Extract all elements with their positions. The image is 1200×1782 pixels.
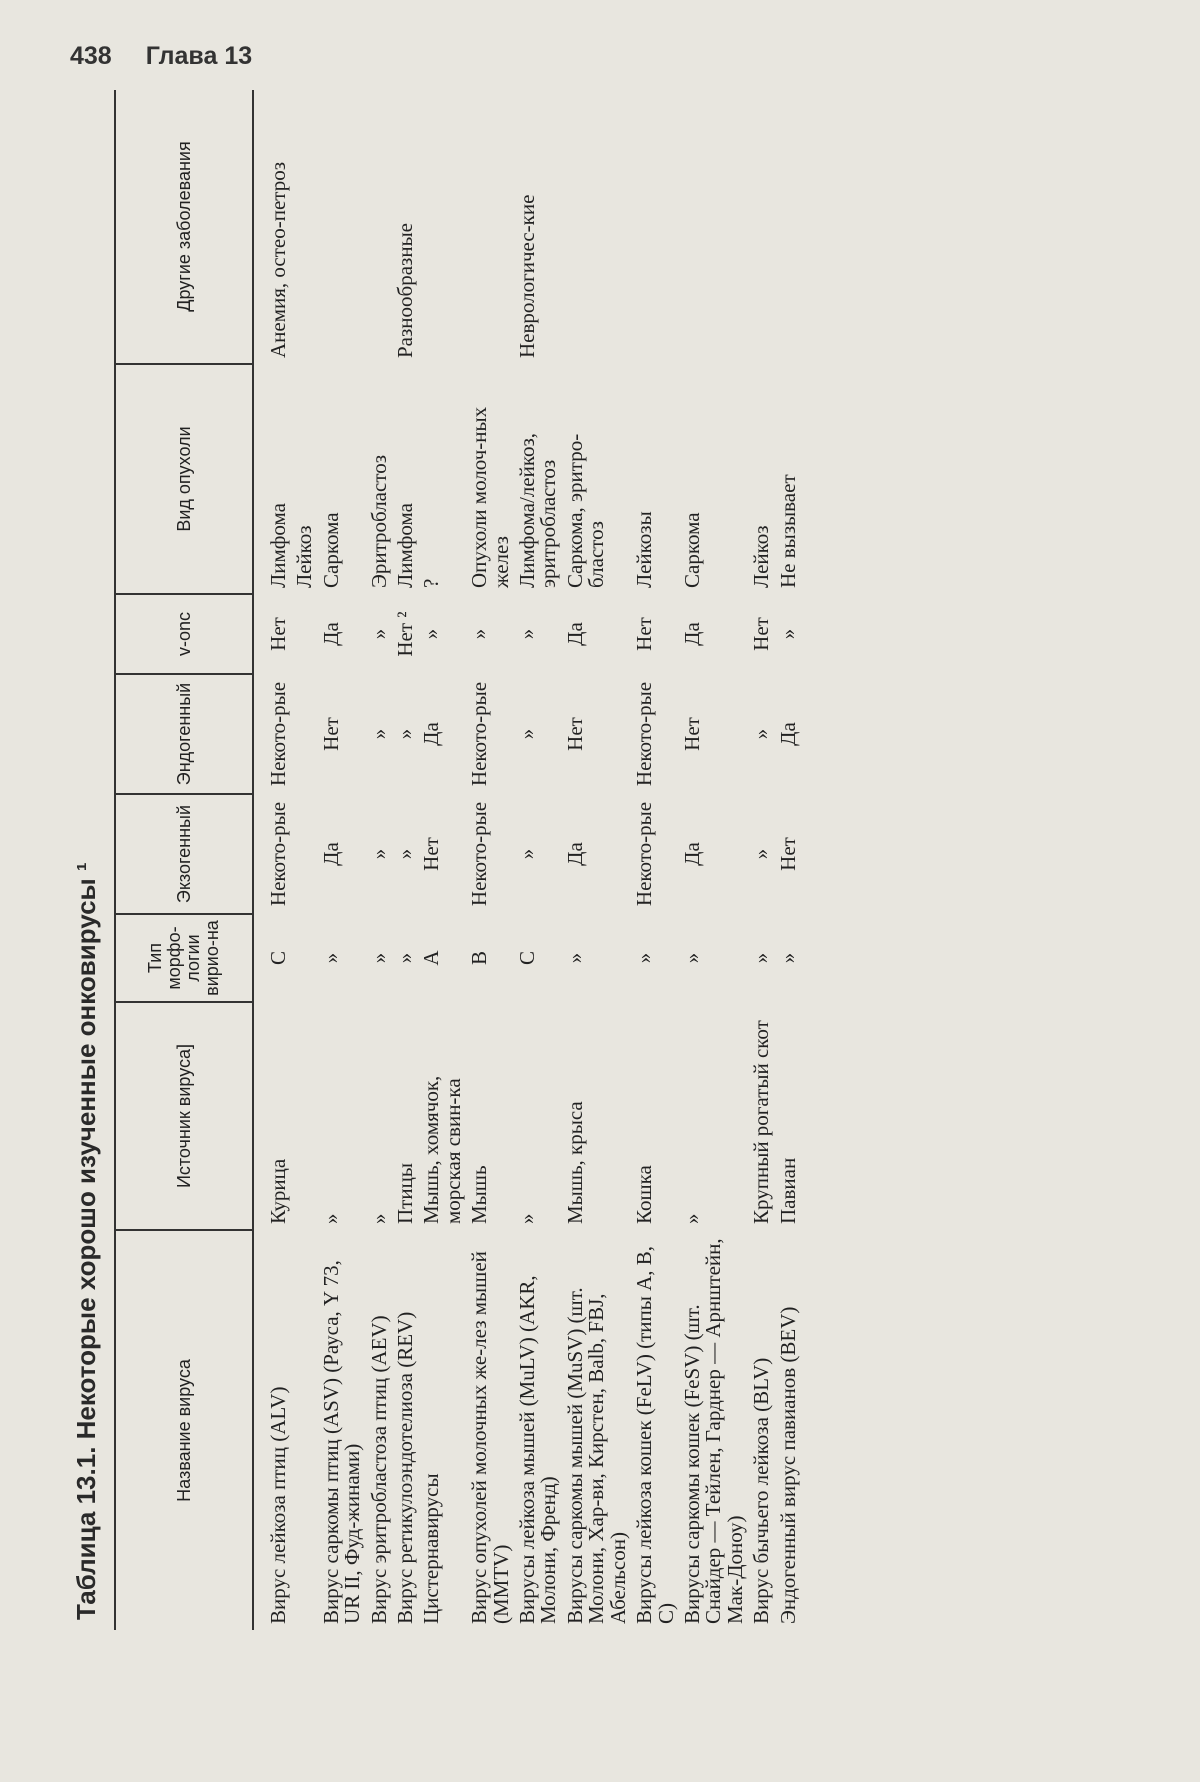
table-cell: » [515, 728, 540, 740]
table-cell: Нет [749, 617, 774, 651]
column-header: Вид опухоли [115, 364, 253, 594]
table-cell: » [393, 728, 418, 740]
table-cell: Да [318, 622, 343, 646]
table-cell: » [366, 952, 391, 964]
table-cell: Некото-рые [467, 681, 492, 787]
table-cell [679, 90, 748, 364]
table-cell: Саркома [679, 512, 704, 588]
table-cell: Лейкоз [749, 525, 774, 588]
table-cell: » [749, 728, 774, 740]
table-cell: Опухоли молоч-ных желез [467, 406, 513, 588]
table-cell: Эритробластоз [366, 454, 391, 588]
table-cell: C [515, 951, 540, 966]
table-cell [418, 90, 466, 364]
table-row [679, 90, 748, 1630]
table-cell: Павиан [775, 1157, 800, 1224]
table-cell: Некото-рые [467, 801, 492, 907]
table-cell: Да [318, 842, 343, 866]
table-cell: » [393, 848, 418, 860]
table-cell: » [366, 628, 391, 640]
table-cell [366, 90, 392, 364]
oncovirus-table [114, 90, 801, 1630]
table-row [466, 90, 514, 1630]
table-cell [291, 914, 317, 1002]
table-cell: » [749, 848, 774, 860]
table-cell: Неврологичес-кие [515, 194, 540, 358]
table-row [418, 90, 466, 1630]
table-cell [291, 794, 317, 914]
table-cell: Нет [419, 837, 444, 871]
column-header: Эндогенный [115, 674, 253, 794]
table-cell: Да [679, 622, 704, 646]
table-cell: » [562, 952, 587, 964]
table-cell [318, 90, 366, 364]
table-cell [562, 90, 631, 364]
table-cell: Нет [318, 717, 343, 751]
table-row [631, 90, 679, 1630]
rotated-table-region [66, 0, 1176, 1630]
table-cell: Кошка [632, 1165, 657, 1224]
table-cell: Некото-рые [632, 681, 657, 787]
table-cell: Птицы [393, 1163, 418, 1224]
table-row [562, 90, 631, 1630]
table-cell: A [419, 950, 444, 966]
table-cell: Некото-рые [266, 681, 290, 787]
table-cell: Мышь [467, 1165, 492, 1224]
table-cell: » [467, 628, 492, 640]
column-header: v-onc [115, 594, 253, 674]
table-cell: Эндогенный вирус павианов (BEV) [775, 1306, 800, 1624]
table-cell: » [679, 952, 704, 964]
table-cell: Крупный рогатый скот [749, 1020, 774, 1224]
table-row [253, 90, 291, 1630]
table-cell: Саркома [318, 512, 343, 588]
table-row [291, 90, 317, 1630]
table-cell: Вирусы лейкоза мышей (MuLV) (AKR, Молони, Френд) [515, 1275, 561, 1624]
table-caption: Таблица 13.1. Некоторые хорошо изученные онковирусы ¹ [71, 862, 101, 1620]
table-cell: Вирус лейкоза птиц (ALV) [266, 1386, 290, 1624]
table-cell: Вирус саркомы птиц (ASV) (Рауса, Y 73, UR II, Фуд-жинами) [318, 1260, 365, 1624]
table-cell: Разнообразные [393, 222, 418, 358]
table-cell: Вирусы лейкоза кошек (FeLV) (типы A, B, C) [632, 1246, 678, 1624]
table-cell [775, 90, 801, 364]
table-cell [291, 594, 317, 674]
column-header: Другие заболевания [115, 90, 253, 364]
table-cell: » [393, 952, 418, 964]
table-cell: Цистернавирусы [419, 1473, 444, 1624]
table-cell: Лимфома [266, 503, 290, 588]
table-row [514, 90, 562, 1630]
table-cell [631, 90, 679, 364]
table-cell: Вирусы саркомы кошек (FeSV) (шт. Снайдер — Тейлен, Гарднер — Арнштейн, Мак-Доноу) [679, 1238, 747, 1624]
table-cell: Мышь, хомячок, морская свин-ка [419, 1075, 465, 1224]
chapter-title: Глава 13 [145, 42, 253, 70]
table-cell: Лейкоз [292, 525, 317, 588]
table-cell: » [775, 628, 800, 640]
table-cell: Некото-рые [632, 801, 657, 907]
table-cell: Нет ² [393, 611, 418, 657]
table-cell: » [318, 1213, 343, 1224]
table-cell: » [366, 1213, 391, 1224]
table-cell: Вирус ретикулоэндотелиоза (REV) [393, 1311, 418, 1624]
table-cell: Да [562, 842, 587, 866]
table-cell: Лимфома/лейкоз, эритробластоз [515, 433, 561, 588]
table-cell: Анемия, остео-петроз [266, 161, 290, 358]
table-cell: Некото-рые [266, 801, 290, 907]
table-cell: Вирус эритробластоза птиц (AEV) [366, 1315, 391, 1624]
table-row [318, 90, 366, 1630]
table-cell: Мышь, крыса [562, 1101, 587, 1224]
table-cell: Да [562, 622, 587, 646]
table-cell: » [419, 628, 444, 640]
page-number: 438 [70, 42, 112, 70]
table-cell: Нет [775, 837, 800, 871]
table-cell: Саркома, эритро-бластоз [562, 433, 609, 588]
table-cell: » [515, 848, 540, 860]
table-cell: Да [679, 842, 704, 866]
table-cell [291, 90, 317, 364]
table-header-row [115, 90, 253, 1630]
table-row [748, 90, 774, 1630]
table-cell [466, 90, 514, 364]
table-cell: Нет [679, 717, 704, 751]
table-cell: Нет [632, 617, 657, 651]
table-cell: » [632, 952, 657, 964]
table-row [775, 90, 801, 1630]
column-header: Источник вируса] [115, 1002, 253, 1230]
table-cell: » [318, 952, 343, 964]
table-cell: ? [419, 578, 444, 588]
table-cell: Вирусы саркомы мышей (MuSV) (шт. Молони, Хар-ви, Кирстен, Balb, FBJ, Абельсон) [562, 1287, 630, 1624]
table-cell: Лейкозы [632, 511, 657, 588]
table-cell: » [366, 728, 391, 740]
table-cell: » [749, 952, 774, 964]
table-cell [291, 674, 317, 794]
table-row [366, 90, 392, 1630]
table-cell: Да [775, 722, 800, 746]
column-header: Тип морфо-логии вирио-на [115, 914, 253, 1002]
column-header: Экзогенный [115, 794, 253, 914]
table-body [253, 90, 801, 1630]
table-cell: Да [419, 722, 444, 746]
table-cell: Лимфома [393, 503, 418, 588]
table-cell [291, 1002, 317, 1230]
table-cell: Вирус бычьего лейкоза (BLV) [749, 1357, 774, 1624]
table-cell: Нет [562, 717, 587, 751]
table-cell [291, 1230, 317, 1630]
table-cell: » [515, 628, 540, 640]
table-row [392, 90, 418, 1630]
table-cell: » [775, 952, 800, 964]
table-cell: Не вызывает [775, 474, 800, 588]
table-cell: Курица [266, 1158, 290, 1224]
table-cell: » [515, 1213, 540, 1224]
table-cell: » [679, 1213, 704, 1224]
table-cell: B [467, 951, 492, 966]
table-cell: » [366, 848, 391, 860]
table-cell [748, 90, 774, 364]
table-cell: C [266, 951, 290, 966]
table-cell: Нет [266, 617, 290, 651]
table-cell: Вирус опухолей молочных же-лез мышей (MMTV) [467, 1251, 513, 1624]
column-header: Название вируса [115, 1230, 253, 1630]
